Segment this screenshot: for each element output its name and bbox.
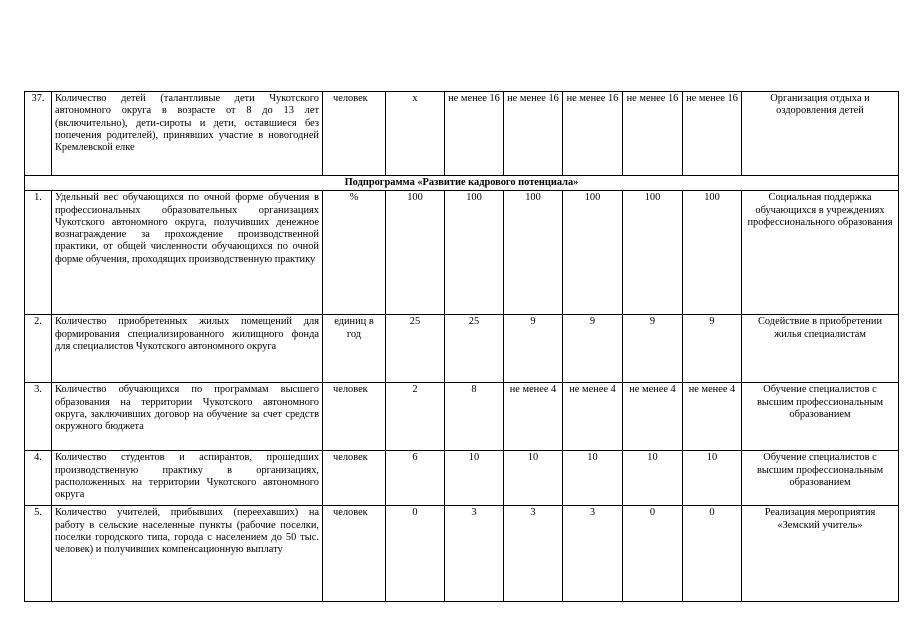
value-cell: не менее 16 <box>563 92 623 176</box>
value-cell: 10 <box>623 451 683 506</box>
subprogram-header-row <box>25 176 899 191</box>
table-row <box>25 451 899 506</box>
indicator-text: Количество обучающихся по программам высшего образования на территории Чукотского автономного округа, заключивших договор на обучение за счет средств окружного бюджета <box>52 383 323 451</box>
unit-cell: человек <box>323 383 386 451</box>
unit-cell: человек <box>323 451 386 506</box>
row-number: 5. <box>25 506 52 602</box>
subprogram-title: Подпрограмма «Развитие кадрового потенциала» <box>25 176 899 191</box>
row-number: 3. <box>25 383 52 451</box>
value-cell: 2 <box>386 383 445 451</box>
table-body <box>25 92 899 602</box>
value-cell: 9 <box>504 315 563 383</box>
row-number: 2. <box>25 315 52 383</box>
value-cell: не менее 16 <box>683 92 742 176</box>
unit-cell: единиц в год <box>323 315 386 383</box>
value-cell: 0 <box>683 506 742 602</box>
value-cell: 10 <box>445 451 504 506</box>
unit-cell: человек <box>323 92 386 176</box>
indicator-text: Количество студентов и аспирантов, прошедших производственную практику в организациях, расположенных на территории Чукотского автономного округа <box>52 451 323 506</box>
value-cell: не менее 4 <box>563 383 623 451</box>
indicator-text: Количество приобретенных жилых помещений для формирования специализированного жилищного фонда для специалистов Чукотского автономного округа <box>52 315 323 383</box>
value-cell: 25 <box>445 315 504 383</box>
value-cell: 3 <box>445 506 504 602</box>
value-cell: 9 <box>623 315 683 383</box>
measure-cell: Обучение специалистов с высшим профессиональным образованием <box>742 383 899 451</box>
indicator-text: Удельный вес обучающихся по очной форме обучения в профессиональных образовательных организациях Чукотского автономного округа, получивших денежное вознаграждение за прохождение производственной практики, от общей численности обучающихся по очной форме обучения, проходящих производственную практику <box>52 191 323 315</box>
value-cell: 3 <box>504 506 563 602</box>
value-cell: 3 <box>563 506 623 602</box>
unit-cell: человек <box>323 506 386 602</box>
measure-cell: Обучение специалистов с высшим профессиональным образованием <box>742 451 899 506</box>
value-cell: 10 <box>504 451 563 506</box>
row-number: 4. <box>25 451 52 506</box>
table-row <box>25 506 899 602</box>
table-row <box>25 191 899 315</box>
indicator-text: Количество детей (талантливые дети Чукотского автономного округа в возрасте от 8 до 13 лет (включительно), дети-сироты и дети, оставшиеся без попечения родителей), принявших участие в новогодней Кремлевской елке <box>52 92 323 176</box>
value-cell: 10 <box>563 451 623 506</box>
value-cell: не менее 4 <box>623 383 683 451</box>
value-cell: 100 <box>623 191 683 315</box>
value-cell: 9 <box>563 315 623 383</box>
value-cell: 9 <box>683 315 742 383</box>
value-cell: 0 <box>386 506 445 602</box>
indicator-text: Количество учителей, прибывших (переехавших) на работу в сельские населенные пункты (рабочие поселки, поселки городского типа, города с населением до 50 тыс. человек) и получивших компенсационную выплату <box>52 506 323 602</box>
table-row <box>25 92 899 176</box>
measure-cell: Реализация мероприятия «Земский учитель» <box>742 506 899 602</box>
measure-cell: Содействие в приобретении жилья специалистам <box>742 315 899 383</box>
value-cell: 6 <box>386 451 445 506</box>
indicators-table <box>24 91 899 602</box>
measure-cell: Социальная поддержка обучающихся в учреждениях профессионального образования <box>742 191 899 315</box>
unit-cell: % <box>323 191 386 315</box>
value-cell: 100 <box>563 191 623 315</box>
row-number: 37. <box>25 92 52 176</box>
value-cell: не менее 16 <box>504 92 563 176</box>
value-cell: 100 <box>683 191 742 315</box>
value-cell: 100 <box>386 191 445 315</box>
value-cell: не менее 4 <box>504 383 563 451</box>
value-cell: не менее 4 <box>683 383 742 451</box>
value-cell: 8 <box>445 383 504 451</box>
value-cell: 10 <box>683 451 742 506</box>
table-row <box>25 315 899 383</box>
measure-cell: Организация отдыха и оздоровления детей <box>742 92 899 176</box>
table-row <box>25 383 899 451</box>
value-cell: не менее 16 <box>623 92 683 176</box>
value-cell: 100 <box>445 191 504 315</box>
value-cell: х <box>386 92 445 176</box>
row-number: 1. <box>25 191 52 315</box>
value-cell: 0 <box>623 506 683 602</box>
value-cell: 25 <box>386 315 445 383</box>
value-cell: не менее 16 <box>445 92 504 176</box>
value-cell: 100 <box>504 191 563 315</box>
